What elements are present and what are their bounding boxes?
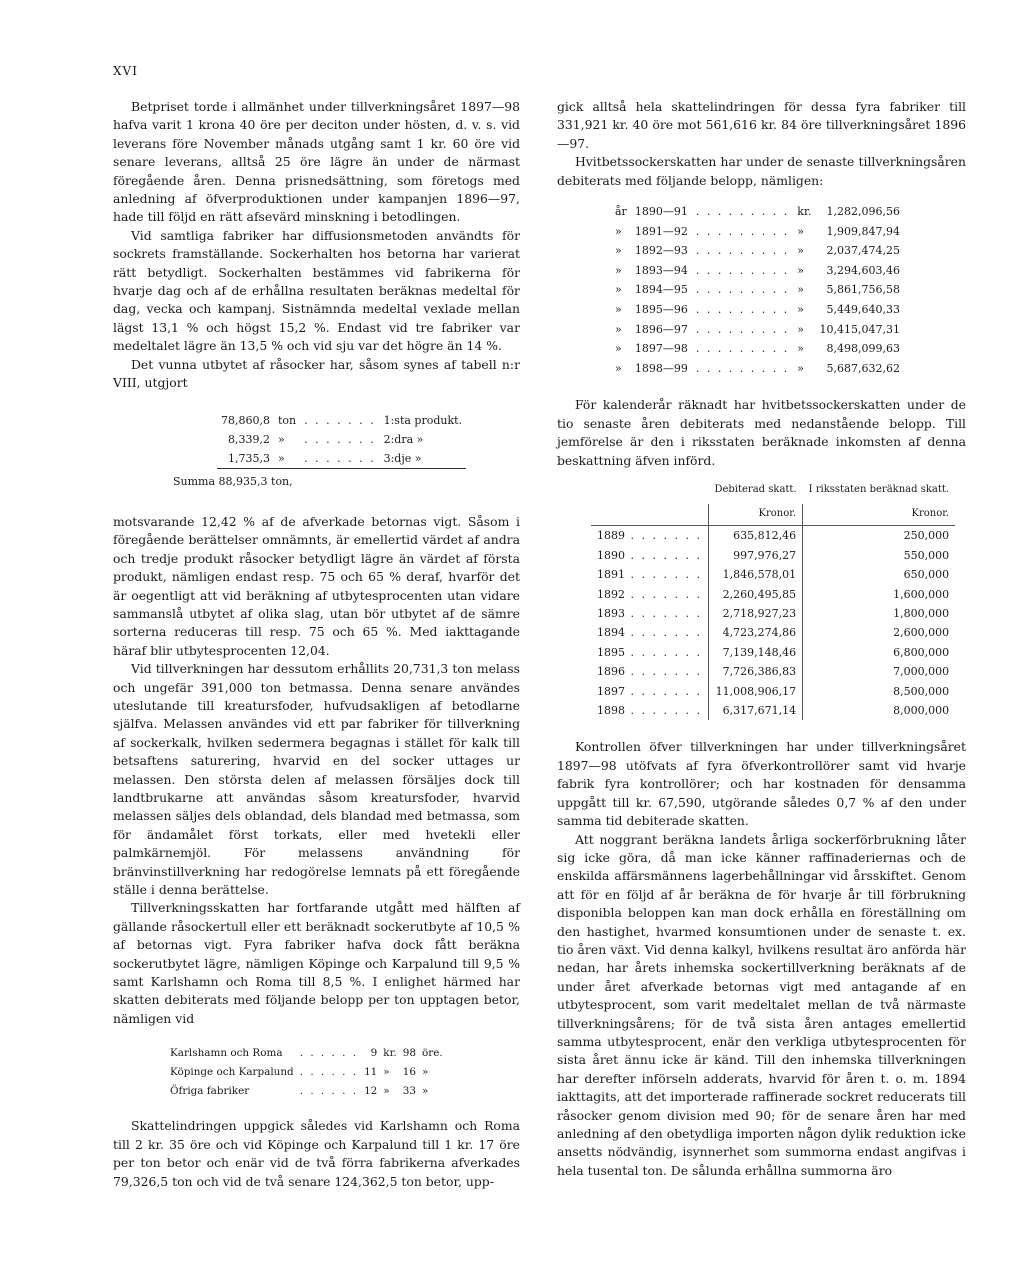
comparison-budget: 650,000 (903, 568, 950, 582)
tax-year-prefix: år (615, 205, 627, 219)
price-kr: 12 (364, 1085, 378, 1098)
price-place: Öfriga fabriker (170, 1085, 250, 1098)
left-column (113, 98, 520, 1191)
price-kr: 11 (364, 1066, 378, 1079)
comparison-row (591, 682, 955, 701)
price-table (167, 1044, 446, 1101)
leader-dots: . . . . . . . . . (695, 205, 790, 219)
comparison-year-value: 1896 (597, 665, 625, 679)
leader-dots: . . . . . . . (625, 548, 702, 562)
comparison-year-value: 1894 (597, 626, 625, 640)
production-product: 1:sta produkt. (383, 413, 463, 427)
comparison-debited: 7,139,148,46 (708, 643, 802, 662)
comparison-budget: 2,600,000 (893, 626, 950, 640)
leader-dots: . . . . . . . (625, 645, 702, 659)
tax-year-prefix: » (615, 263, 622, 277)
production-amount: 78,860,8 (221, 413, 270, 427)
leader-dots: . . . . . . . . . (695, 283, 790, 297)
comparison-budget: 550,000 (903, 548, 950, 562)
comparison-row (591, 701, 955, 720)
price-ore-unit: » (421, 1085, 429, 1098)
comparison-year-value: 1893 (597, 607, 625, 621)
comparison-budget: 7,000,000 (893, 665, 950, 679)
leader-dots: . . . . . . . (304, 451, 376, 465)
tax-amount: 2,037,474,25 (826, 244, 900, 258)
tax-years-table (611, 202, 904, 378)
comparison-row (591, 662, 955, 681)
paragraph-yield-percent: motsvarande 12,42 % af de afverkade betornas vigt. Såsom i föregående berättelser omnämnts, är emellertid värdet af andra och tredje produkt råsocker betydligt lägre än värdet af första produkt, nämligen endast resp. 75 och 65 % deraf, hvarför det är oegentligt att vid beräkning af utbytesprocenten utan vidare sammanslå utbytet af olika slag, utan bör utbytet af de sämre sorterna reduceras till resp. 75 och 65 %. Med iakttagande häraf blir utbytesprocenten 12,04. (113, 513, 520, 658)
comparison-row (591, 565, 955, 584)
year-header (591, 484, 708, 504)
price-ore-unit: öre. (421, 1047, 443, 1060)
tax-unit: » (797, 244, 805, 258)
production-unit: » (277, 432, 285, 446)
tax-unit: » (797, 283, 805, 297)
leader-dots: . . . . . . . (625, 529, 702, 543)
leader-dots: . . . . . . . (625, 587, 702, 601)
comparison-year (591, 604, 708, 623)
tax-amount: 10,415,047,31 (819, 322, 900, 336)
tax-year-row (611, 280, 904, 300)
leader-dots: . . . . . . (299, 1047, 359, 1060)
leader-dots: . . . . . . . . . (695, 361, 790, 375)
leader-dots: . . . . . . . (625, 704, 702, 718)
tax-year-prefix: » (615, 283, 622, 297)
production-row (217, 411, 466, 430)
comparison-budget: 1,800,000 (893, 607, 950, 621)
tax-amount: 3,294,603,46 (826, 263, 900, 277)
tax-unit: » (797, 342, 805, 356)
comparison-year (591, 585, 708, 604)
budget-header: I riksstaten beräknad skatt. (808, 484, 950, 495)
production-sum: Summa 88,935,3 ton, (173, 474, 293, 488)
tax-year: 1897—98 (634, 342, 688, 356)
production-product: 2:dra » (383, 432, 424, 446)
tax-year-prefix: » (615, 322, 622, 336)
tax-year-row (611, 202, 904, 222)
comparison-year-value: 1895 (597, 645, 625, 659)
price-kr: 9 (370, 1047, 378, 1060)
tax-year: 1896—97 (634, 322, 688, 336)
tax-year: 1894—95 (634, 283, 688, 297)
tax-amount: 5,449,640,33 (826, 303, 900, 316)
comparison-year (591, 701, 708, 720)
paragraph-calendar-years: För kalenderår räknadt har hvitbetssockerskatten under de tio senaste åren debiterats med nedanstående belopp. Till jemförelse är den i riksstaten beräknade inkomsten af denna beskattning äfven införd. (557, 397, 966, 468)
comparison-budget: 1,600,000 (893, 587, 950, 601)
price-ore-unit: » (421, 1066, 429, 1079)
tax-year-prefix: » (615, 361, 622, 375)
leader-dots: . . . . . . . (625, 665, 702, 679)
leader-dots: . . . . . . . . . (695, 342, 790, 356)
tax-year: 1891—92 (634, 224, 688, 238)
tax-amount: 5,687,632,62 (826, 361, 900, 375)
production-table (217, 411, 466, 471)
tax-year: 1898—99 (634, 361, 688, 375)
leader-dots: . . . . . . . . . (695, 224, 790, 238)
paragraph-tax: Tillverkningsskatten har fortfarande utgått med hälften af gällande råsockertull eller ett beräknadt sockerutbyte af 10,5 % af betornas vigt. Fyra fabriker hafva dock fått beräkna sockerutbytet lägre, nämligen Köpinge och Karpalund till 9,5 % samt Karlshamn och Roma till 8,5 %. I enlighet härmed har skatten debiterats med följande belopp per ton upptagen betor, nämligen vid (113, 900, 520, 1026)
tax-amount: 1,909,847,94 (826, 224, 900, 238)
comparison-debited: 635,812,46 (708, 526, 802, 546)
tax-year-row (611, 261, 904, 281)
comparison-year (591, 526, 708, 546)
debited-header: Debiterad skatt. (714, 484, 797, 495)
comparison-year-value: 1897 (597, 684, 625, 698)
tax-unit: » (797, 224, 805, 238)
comparison-year-value: 1898 (597, 704, 625, 718)
price-row (167, 1044, 446, 1063)
page-number: XVI (113, 64, 138, 78)
comparison-debited: 2,718,927,23 (708, 604, 802, 623)
tax-year-prefix: » (615, 303, 622, 316)
paragraph-beet-price: Betpriset torde i allmänhet under tillverkningsåret 1897—98 hafva varit 1 krona 40 öre per deciton under hösten, d. v. s. vid leverans före November månads utgång samt 1 kr. 60 öre vid senare leverans, alltså 25 öre lägre än under de närmast föregående åren. Denna prisnedsättning, som företogs med anledning af öfverproduktionen under kampanjen 1896—97, hade till följd en rätt afsevärd minskning i betodlingen. (113, 99, 520, 225)
production-product: 3:dje » (383, 451, 422, 465)
price-kr-unit: » (383, 1085, 390, 1098)
price-kr-unit: kr. (383, 1047, 397, 1060)
comparison-row (591, 604, 955, 623)
tax-unit: kr. (797, 205, 812, 219)
production-row (217, 430, 466, 449)
tax-unit: » (797, 361, 805, 375)
price-kr-unit: » (383, 1066, 390, 1079)
tax-comparison-table (591, 484, 955, 720)
tax-amount: 8,498,099,63 (826, 342, 900, 356)
tax-year: 1892—93 (634, 244, 688, 258)
comparison-year (591, 682, 708, 701)
tax-unit: » (797, 303, 805, 316)
leader-dots: . . . . . . . . . (695, 322, 790, 336)
leader-dots: . . . . . . . (625, 607, 702, 621)
tax-year: 1890—91 (634, 205, 688, 219)
paragraph-tax-years-intro: Hvitbetssockerskatten har under de senaste tillverkningsåren debiterats med följande belopp, nämligen: (557, 154, 966, 188)
price-place: Karlshamn och Roma (170, 1047, 283, 1060)
comparison-year (591, 623, 708, 642)
paragraph-yield-intro: Det vunna utbytet af råsocker har, såsom synes af tabell n:r VIII, utgjort (113, 356, 520, 391)
unit-label: Kronor. (708, 504, 802, 526)
tax-unit: » (797, 263, 805, 277)
comparison-year-value: 1891 (597, 568, 625, 582)
price-ore: 33 (402, 1085, 416, 1098)
paragraph-sugar-content: Vid samtliga fabriker har diffusionsmetoden användts för sockrets framställande. Sockerhalten hos betorna har varierat rätt betydligt. Sockerhalten bestämmes vid fabrikerna för hvarje dag och af de erhållna resultaten beräknas medeltal för dag, vecka och kampanj. Sistnämnda medeltal vexlade mellan lägst 13,1 % och högst 15,2 %. Endast vid tre fabriker var medeltalet lägre än 13,5 % och vid sju var det högre än 14 %. (113, 227, 520, 354)
production-amount: 8,339,2 (227, 432, 270, 446)
tax-year-row (611, 339, 904, 359)
comparison-debited: 997,976,27 (708, 546, 802, 565)
comparison-row (591, 643, 955, 662)
paragraph-control: Kontrollen öfver tillverkningen har under tillverkningsåret 1897—98 utöfvats af fyra öfverkontrollörer samt vid hvarje fabrik fyra kontrollörer; och har kostnaden för densamma uppgått till kr. 67,590, utgörande således 0,7 % af den under samma tid debiterade skatten. (557, 739, 966, 829)
comparison-debited: 11,008,906,17 (708, 682, 802, 701)
production-unit: ton (277, 413, 297, 427)
comparison-row (591, 623, 955, 642)
right-column (557, 98, 966, 1180)
comparison-debited: 4,723,274,86 (708, 623, 802, 642)
tax-year: 1895—96 (634, 303, 688, 316)
tax-amount: 1,282,096,56 (826, 205, 900, 219)
comparison-row (591, 585, 955, 604)
production-amount: 1,735,3 (227, 451, 270, 465)
comparison-year-value: 1892 (597, 587, 625, 601)
price-row (167, 1063, 446, 1082)
price-place: Köpinge och Karpalund (170, 1066, 294, 1079)
production-unit: » (277, 451, 285, 465)
comparison-year (591, 546, 708, 565)
price-ore: 16 (402, 1066, 416, 1079)
comparison-budget: 8,500,000 (893, 684, 950, 698)
comparison-debited: 7,726,386,83 (708, 662, 802, 681)
tax-year-prefix: » (615, 342, 622, 356)
tax-year-prefix: » (615, 244, 622, 258)
comparison-year-value: 1890 (597, 548, 625, 562)
leader-dots: . . . . . . . (625, 626, 702, 640)
comparison-debited: 1,846,578,01 (708, 565, 802, 584)
comparison-year (591, 662, 708, 681)
leader-dots: . . . . . . . . . (695, 263, 790, 277)
leader-dots: . . . . . . . (304, 432, 376, 446)
tax-year: 1893—94 (634, 263, 688, 277)
paragraph-tax-relief: Skattelindringen uppgick således vid Karlshamn och Roma till 2 kr. 35 öre och vid Köpinge och Karpalund till 1 kr. 17 öre per ton betor och enär vid de två förra fabrikerna afverkades 79,326,5 ton och vid de två senare 124,362,5 ton betor, upp- (113, 1118, 520, 1189)
unit-label: Kronor. (911, 508, 950, 519)
leader-dots: . . . . . . (299, 1066, 359, 1079)
paragraph-tax-relief-cont: gick alltså hela skattelindringen för dessa fyra fabriker till 331,921 kr. 40 öre mot 561,616 kr. 84 öre tillverkningsåret 1896—97. (557, 99, 966, 151)
comparison-year-value: 1889 (597, 529, 625, 543)
tax-year-prefix: » (615, 224, 622, 238)
comparison-budget: 250,000 (803, 526, 955, 546)
paragraph-molasses: Vid tillverkningen har dessutom erhållits 20,731,3 ton melass och ungefär 391,000 ton betmassa. Denna senare användes uteslutande till kreatursfoder, hufvudsakligen af betodlarne själfva. Melassen användes vid ett par fabriker för tillverkning af sockerkalk, hvilken sedermera begagnas i stället för kalk till betsaftens saturering, hvarvid en del socker uttages ur melassen. Den största delen af melassen försäljes dock till landtbrukarne att användas såsom kreatursfoder, hvarvid melassen säljes dels oblandad, dels blandad med betmassa, som för ändamålet först torkats, eller med hvetekli eller palmkärnemjöl. För melassens användning för bränvinstillverkning har redogörelse lemnats på ett föregående ställe i denna berättelse. (113, 661, 520, 898)
comparison-year (591, 565, 708, 584)
price-ore: 98 (402, 1047, 416, 1060)
leader-dots: . . . . . . . (304, 413, 376, 427)
comparison-debited: 6,317,671,14 (708, 701, 802, 720)
leader-dots: . . . . . . . (625, 568, 702, 582)
tax-amount: 5,861,756,58 (826, 283, 900, 297)
price-row (167, 1082, 446, 1101)
leader-dots: . . . . . . . . . (695, 303, 790, 316)
comparison-year (591, 643, 708, 662)
leader-dots: . . . . . . . (625, 684, 702, 698)
leader-dots: . . . . . . (299, 1085, 359, 1098)
comparison-row (591, 526, 955, 546)
comparison-debited: 2,260,495,85 (708, 585, 802, 604)
leader-dots: . . . . . . . . . (695, 244, 790, 258)
tax-year-row (611, 300, 904, 320)
comparison-row (591, 546, 955, 565)
tax-unit: » (797, 322, 805, 336)
tax-year-row (611, 222, 904, 242)
production-row (217, 449, 466, 469)
paragraph-consumption: Att noggrant beräkna landets årliga sockerförbrukning låter sig icke göra, då man icke känner raffinaderiernas och de enskilda affärsmännens lagerbehållningar vid årsskiftet. Genom att för en följd af år beräkna de för hvarje år till förbrukning disponibla beloppen kan man dock erhålla en föreställning om den hastighet, hvarmed konsumtionen under de senaste t. ex. tio åren växt. Vid denna kalkyl, hvilkens resultat äro anförda här nedan, har årets inhemska sockertillverkning beräknats af de under året afverkade betornas vigt med antagande af en utbytesprocent, som varit medeltalet mellan de två närmaste tillverkningsårens; för de två sista åren antages emellertid samma utbytesprocent, enär den verkliga utbytesprocenten för sista året ännu icke är känd. Till den inhemska tillverkningen har derefter införseln adderats, hvarvid för åren t. o. m. 1894 iakttagits, att det importerade raffinerade sockret reducerats till råsocker genom division med 90; för de senare åren har med anledning af den obetydliga importen någon dylik reduktion icke ansetts nödvändig, isynnerhet som summorna endast angifvas i hela tusental ton. De sålunda erhållna summorna äro (557, 831, 966, 1178)
tax-year-row (611, 359, 904, 379)
comparison-budget: 6,800,000 (893, 645, 950, 659)
comparison-budget: 8,000,000 (893, 704, 950, 718)
tax-year-row (611, 241, 904, 261)
tax-year-row (611, 320, 904, 340)
